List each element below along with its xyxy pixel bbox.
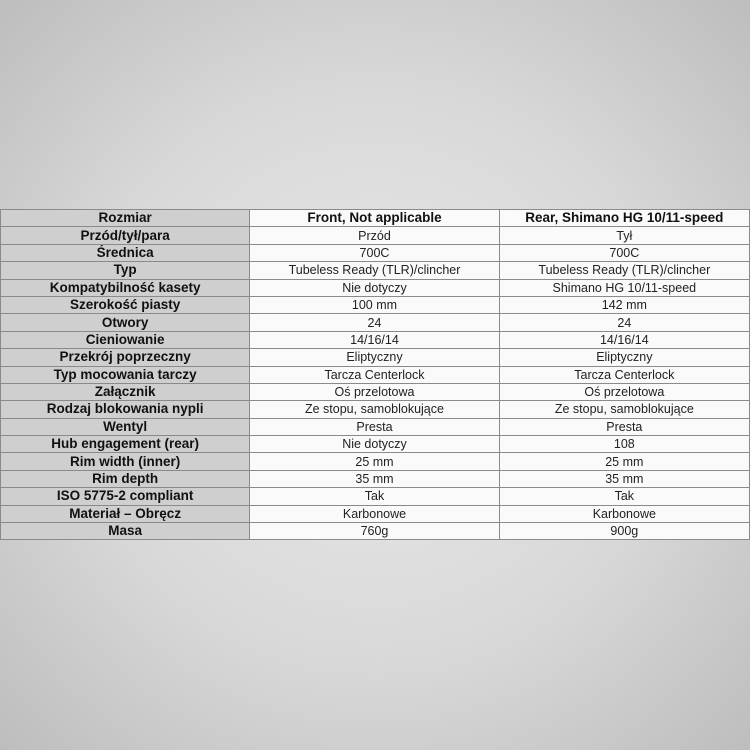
spec-table [0, 209, 750, 540]
table-row [1, 453, 750, 470]
table-row [1, 244, 750, 261]
front-value: 14/16/14 [250, 331, 499, 348]
row-label: Rodzaj blokowania nypli [1, 401, 250, 418]
rear-value: Karbonowe [499, 505, 749, 522]
row-label: ISO 5775-2 compliant [1, 488, 250, 505]
front-value: Przód [250, 227, 499, 244]
table-row [1, 401, 750, 418]
table-row [1, 436, 750, 453]
rear-value: 142 mm [499, 296, 749, 313]
rear-value: 900g [499, 523, 749, 540]
row-label: Hub engagement (rear) [1, 436, 250, 453]
table-row [1, 227, 750, 244]
row-label: Rim width (inner) [1, 453, 250, 470]
rear-value: 24 [499, 314, 749, 331]
row-label: Rim depth [1, 470, 250, 487]
table-row [1, 488, 750, 505]
front-value: 760g [250, 523, 499, 540]
front-value: Eliptyczny [250, 349, 499, 366]
front-value: 100 mm [250, 296, 499, 313]
front-value: Oś przelotowa [250, 383, 499, 400]
row-label: Załącznik [1, 383, 250, 400]
header-size: Rozmiar [1, 210, 250, 227]
row-label: Cieniowanie [1, 331, 250, 348]
table-row [1, 523, 750, 540]
row-label: Przód/tył/para [1, 227, 250, 244]
table-row [1, 470, 750, 487]
row-label: Wentyl [1, 418, 250, 435]
table-row [1, 366, 750, 383]
front-value: Nie dotyczy [250, 436, 499, 453]
rear-value: Eliptyczny [499, 349, 749, 366]
rear-value: Shimano HG 10/11-speed [499, 279, 749, 296]
row-label: Otwory [1, 314, 250, 331]
rear-value: Tarcza Centerlock [499, 366, 749, 383]
rear-value: 35 mm [499, 470, 749, 487]
rear-value: Tył [499, 227, 749, 244]
rear-value: 700C [499, 244, 749, 261]
row-label: Przekrój poprzeczny [1, 349, 250, 366]
header-front: Front, Not applicable [250, 210, 499, 227]
row-label: Średnica [1, 244, 250, 261]
front-value: Tak [250, 488, 499, 505]
front-value: 700C [250, 244, 499, 261]
row-label: Materiał – Obręcz [1, 505, 250, 522]
table-header-row [1, 210, 750, 227]
table-row [1, 331, 750, 348]
row-label: Typ [1, 262, 250, 279]
front-value: Ze stopu, samoblokujące [250, 401, 499, 418]
front-value: 24 [250, 314, 499, 331]
table-row [1, 418, 750, 435]
table-row [1, 296, 750, 313]
table-row [1, 279, 750, 296]
rear-value: Presta [499, 418, 749, 435]
rear-value: Oś przelotowa [499, 383, 749, 400]
row-label: Kompatybilność kasety [1, 279, 250, 296]
rear-value: 108 [499, 436, 749, 453]
table-row [1, 505, 750, 522]
rear-value: Ze stopu, samoblokujące [499, 401, 749, 418]
rear-value: 14/16/14 [499, 331, 749, 348]
front-value: 35 mm [250, 470, 499, 487]
front-value: Tubeless Ready (TLR)/clincher [250, 262, 499, 279]
table-row [1, 383, 750, 400]
table-row [1, 314, 750, 331]
row-label: Typ mocowania tarczy [1, 366, 250, 383]
front-value: Nie dotyczy [250, 279, 499, 296]
row-label: Szerokość piasty [1, 296, 250, 313]
rear-value: 25 mm [499, 453, 749, 470]
table-row [1, 262, 750, 279]
front-value: Presta [250, 418, 499, 435]
table-body [1, 227, 750, 540]
front-value: 25 mm [250, 453, 499, 470]
rear-value: Tubeless Ready (TLR)/clincher [499, 262, 749, 279]
row-label: Masa [1, 523, 250, 540]
front-value: Tarcza Centerlock [250, 366, 499, 383]
rear-value: Tak [499, 488, 749, 505]
front-value: Karbonowe [250, 505, 499, 522]
header-rear: Rear, Shimano HG 10/11-speed [499, 210, 749, 227]
table-row [1, 349, 750, 366]
